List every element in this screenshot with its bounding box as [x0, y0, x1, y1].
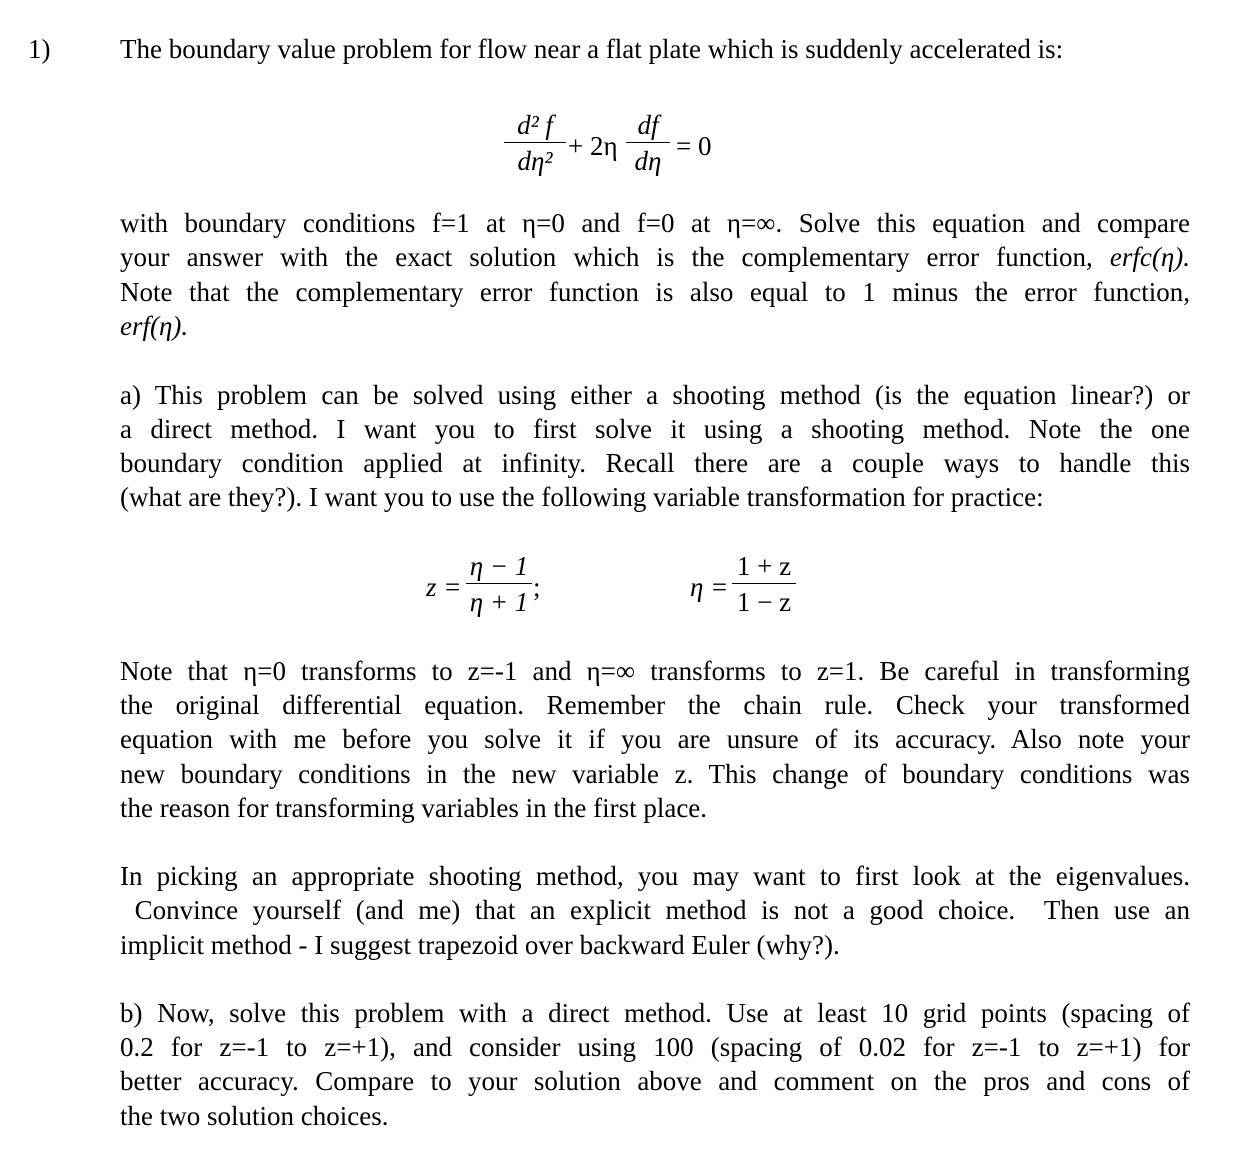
problem-number: 1)	[28, 34, 51, 64]
erfc-term: erfc(η).	[1109, 242, 1190, 272]
para1-line2	[120, 240, 1190, 274]
z-lhs: z =	[426, 572, 462, 602]
erf-term: erf(η).	[120, 311, 189, 341]
para3-line2: Convince yourself (and me) that an explicit method is not a good choice. Then use an	[120, 895, 1190, 925]
part-a-line3: boundary condition applied at infinity. Recall there are a couple ways to handle this	[120, 448, 1190, 478]
eq-term2-denominator: dη	[634, 146, 662, 176]
eta-fraction	[732, 551, 796, 617]
eta-denominator: 1 − z	[736, 587, 792, 617]
part-b-line3: better accuracy. Compare to your solution above and comment on the pros and cons of	[120, 1066, 1190, 1096]
para3-line1: In picking an appropriate shooting method, you may want to first look at the eigenvalues.	[120, 861, 1190, 891]
eq-term1-numerator: d² f	[517, 110, 553, 140]
para1-line1: with boundary conditions f=1 at η=0 and f=0 at η=∞. Solve this equation and compare	[120, 208, 1190, 238]
eta-lhs: η =	[690, 572, 729, 602]
z-numerator: η − 1	[469, 551, 529, 581]
para2-line3: equation with me before you solve it if you are unsure of its accuracy. Also note your	[120, 724, 1190, 754]
z-separator: ;	[533, 572, 541, 602]
eq-fraction-d2f	[504, 110, 566, 176]
fraction-bar	[732, 583, 796, 584]
eq-rhs: = 0	[676, 131, 712, 161]
part-a-line1: a) This problem can be solved using either a shooting method (is the equation linear?) or	[120, 380, 1190, 410]
intro-text: The boundary value problem for flow near a flat plate which is suddenly accelerated is:	[120, 34, 1064, 64]
para2-line4: new boundary conditions in the new variable z. This change of boundary conditions was	[120, 759, 1190, 789]
eq-term1-denominator: dη²	[517, 146, 553, 176]
eq-plus-term: + 2η	[568, 131, 618, 161]
z-fraction	[466, 551, 532, 617]
part-a-line2: a direct method. I want you to first solve it using a shooting method. Note the one	[120, 414, 1190, 444]
para2-line5: the reason for transforming variables in the first place.	[120, 793, 708, 823]
eta-numerator: 1 + z	[736, 551, 792, 581]
para2-line2: the original differential equation. Remember the chain rule. Check your transformed	[120, 690, 1190, 720]
part-a-line4: (what are they?). I want you to use the following variable transformation for practice:	[120, 482, 1044, 512]
part-b-line4: the two solution choices.	[120, 1101, 389, 1131]
para2-line1: Note that η=0 transforms to z=-1 and η=∞ transforms to z=1. Be careful in transforming	[120, 656, 1190, 686]
fraction-bar	[466, 583, 532, 584]
part-b-line2: 0.2 for z=-1 to z=+1), and consider using 100 (spacing of 0.02 for z=-1 to z=+1) for	[120, 1032, 1190, 1062]
part-b-line1: b) Now, solve this problem with a direct method. Use at least 10 grid points (spacing of	[120, 998, 1190, 1028]
para1-line2-text: your answer with the exact solution which is the complementary error function,	[120, 242, 1110, 272]
eq-term2-numerator: df	[637, 110, 659, 140]
z-denominator: η + 1	[469, 587, 529, 617]
eq-fraction-df	[626, 110, 670, 176]
para1-line3: Note that the complementary error function is also equal to 1 minus the error function,	[120, 277, 1190, 307]
fraction-bar	[504, 142, 566, 143]
fraction-bar	[626, 142, 670, 143]
para3-line3: implicit method - I suggest trapezoid over backward Euler (why?).	[120, 930, 840, 960]
